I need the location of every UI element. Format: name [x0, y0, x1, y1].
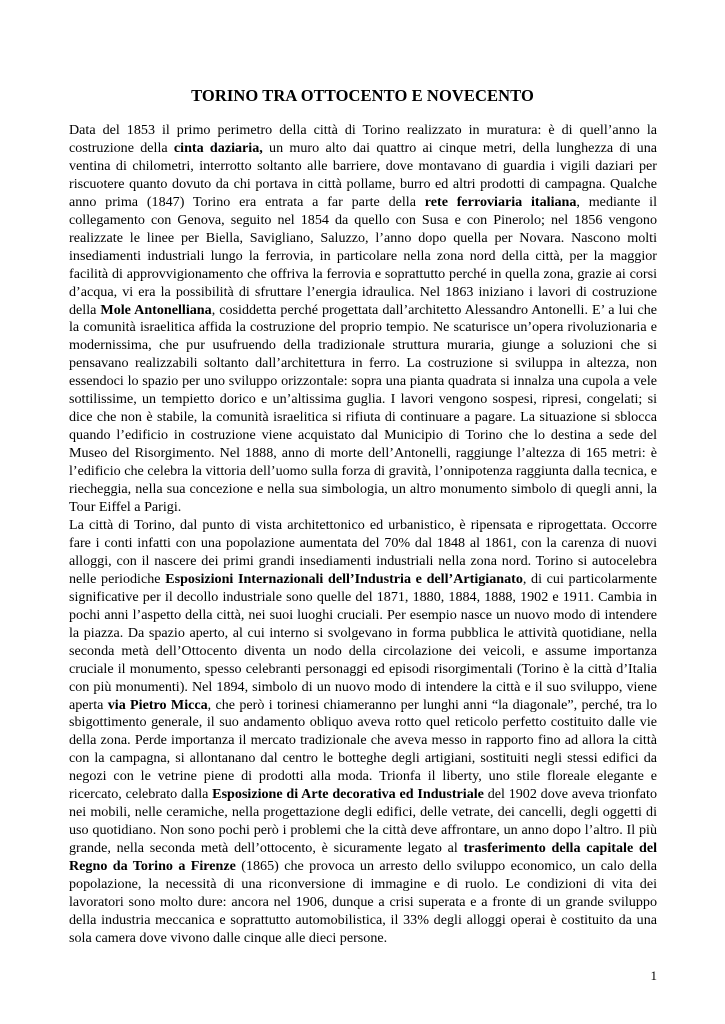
text-run: un muro alto dai quattro ai cinque metri, della lunghezza di una ventina di chilometri, interrotto soltanto alle barriere, dove montavano di guardia i vigili daziari per riscuotere quanto dovuto da chi portava in città pollame, burro ed altri prodotti di campagna. Qualche anno prima (1847) Torino era entrata a far parte della: [69, 139, 657, 210]
bold-term: cinta daziaria,: [173, 139, 263, 156]
text-run: , che però i torinesi chiameranno per lunghi anni “la diagonale”, perché, tra lo sbigottimento generale, il suo andamento obliquo aveva rotto quel reticolo perfetto costituito dalle vie della zona. Perde importanza il mercato tradizionale che aveva messo in rapporto fino ad allora la città con la campagna, si allontanano dal centro le botteghe degli artigiani, sostituiti negli stessi edifici da negozi con le vetrine piene di prodotti alla moda. Trionfa il liberty, uno stile floreale elegante e ricercato, celebrato dalla: [69, 696, 657, 803]
paragraph: [69, 122, 657, 517]
page-number: 1: [650, 968, 657, 983]
bold-term: Esposizioni Internazionali dell’Industria e dell’Artigianato: [165, 570, 523, 587]
bold-term: trasferimento della capitale del Regno da Torino a Firenze: [69, 840, 657, 875]
bold-term: via Pietro Micca: [107, 696, 208, 713]
bold-term: Esposizione di Arte decorativa ed Industriale: [212, 786, 484, 803]
text-run: , mediante il collegamento con Genova, seguito nel 1854 da quello con Susa e con Pinerolo; nel 1856 vengono realizzate le linee per Biella, Savigliano, Saluzzo, l’anno dopo quella per Novara. Nascono molti insediamenti industriali lungo la ferrovia, in particolare nella zona nord della città, per la maggior facilità di approvvigionamento che offriva la ferrovia e soprattutto perché in quella zona, grazie ai corsi d’acqua, vi era la possibilità di sfruttare l’energia idraulica. Nel 1863 iniziano i lavori di costruzione della: [69, 193, 657, 318]
bold-term: Mole Antonelliana: [100, 301, 212, 318]
page-title: TORINO TRA OTTOCENTO E NOVECENTO: [191, 86, 534, 105]
paragraph: [69, 517, 657, 948]
text-run: Data del 1853 il primo perimetro della città di Torino realizzato in muratura: è di quell’anno la costruzione della: [69, 122, 657, 156]
text-run: , di cui particolarmente significative per il decollo industriale sono quelle del 1871, 1880, 1884, 1888, 1902 e 1911. Cambia in pochi anni l’aspetto della città, nei suoi luoghi cruciali. Per esempio nasce un nuovo modo di intendere la piazza. Da spazio aperto, al cui interno si svolgevano in forma pubblica le attività quotidiane, nella seconda metà dell’Ottocento diventa un nodo della circolazione dei veicoli, e assume importanza cruciale il monumento, spesso celebranti personaggi ed episodi risorgimentali (Torino è la città d’Italia con più monumenti). Nel 1894, simbolo di un nuovo modo di intendere la città e il suo sviluppo, viene aperta: [69, 570, 657, 713]
text-run: del 1902 dove aveva trionfato nei mobili, nelle ceramiche, nella progettazione degli edifici, delle vetrate, dei cancelli, degli oggetti di uso quotidiano. Non sono pochi però i problemi che la città deve affrontare, un anno dopo l’altro. Il più grande, nella seconda metà dell’ottocento, è sicuramente legato al: [69, 786, 657, 857]
bold-term: rete ferroviaria italiana: [424, 193, 577, 210]
text-run: (1865) che provoca un arresto dello sviluppo economico, un calo della popolazione, la necessità di una riconversione di immagine e di ruolo. Le condizioni di vita dei lavoratori sono molto dure: ancora nel 1906, dunque a crisi superata e a fronte di un grande sviluppo della industria meccanica e soprattutto automobilistica, il 33% degli alloggi operai è costituito da una sola camera dove vivono dalle cinque alle dieci persone.: [69, 858, 658, 946]
text-run: La città di Torino, dal punto di vista architettonico ed urbanistico, è ripensata e riprogettata. Occorre fare i conti infatti con una popolazione aumentata del 70% dal 1848 al 1861, con la carenza di nuovi alloggi, con il nascere dei primi grandi insediamenti industriali nella zona nord. Torino si autocelebra nelle periodiche: [69, 516, 657, 587]
document-body: [69, 122, 657, 948]
text-run: , cosiddetta perché progettata dall’architetto Alessandro Antonelli. E’ a lui che la comunità israelitica affida la costruzione del proprio tempio. Ne scaturisce un’opera rivoluzionaria e modernissima, che pur usufruendo della tradizionale struttura muraria, giunge a soluzioni che si pensavano realizzabili soltanto dall’architettura in ferro. La costruzione si sviluppa in altezza, non essendoci lo spazio per uno sviluppo orizzontale: sopra una pianta quadrata si innalza una cupola a vele sottilissime, un tempietto dorico e un’altissima guglia. I lavori vengono sospesi, ripresi, congelati; si dice che non è stabile, la comunità israelitica si rifiuta di continuare a pagare. La situazione si sblocca quando l’edificio in costruzione viene acquistato dal Municipio di Torino che lo destina a sede del Museo del Risorgimento. Nel 1888, anno di morte dell’Antonelli, raggiunge l’altezza di 165 metri: è l’edificio che celebra la vittoria dell’uomo sulla forza di gravità, l’onnipotenza raggiunta dalla tecnica, e riecheggia, nella sua concezione e nella sua simbologia, un altro monumento simbolo di quegli anni, la Tour Eiffel a Parigi.: [69, 301, 657, 516]
